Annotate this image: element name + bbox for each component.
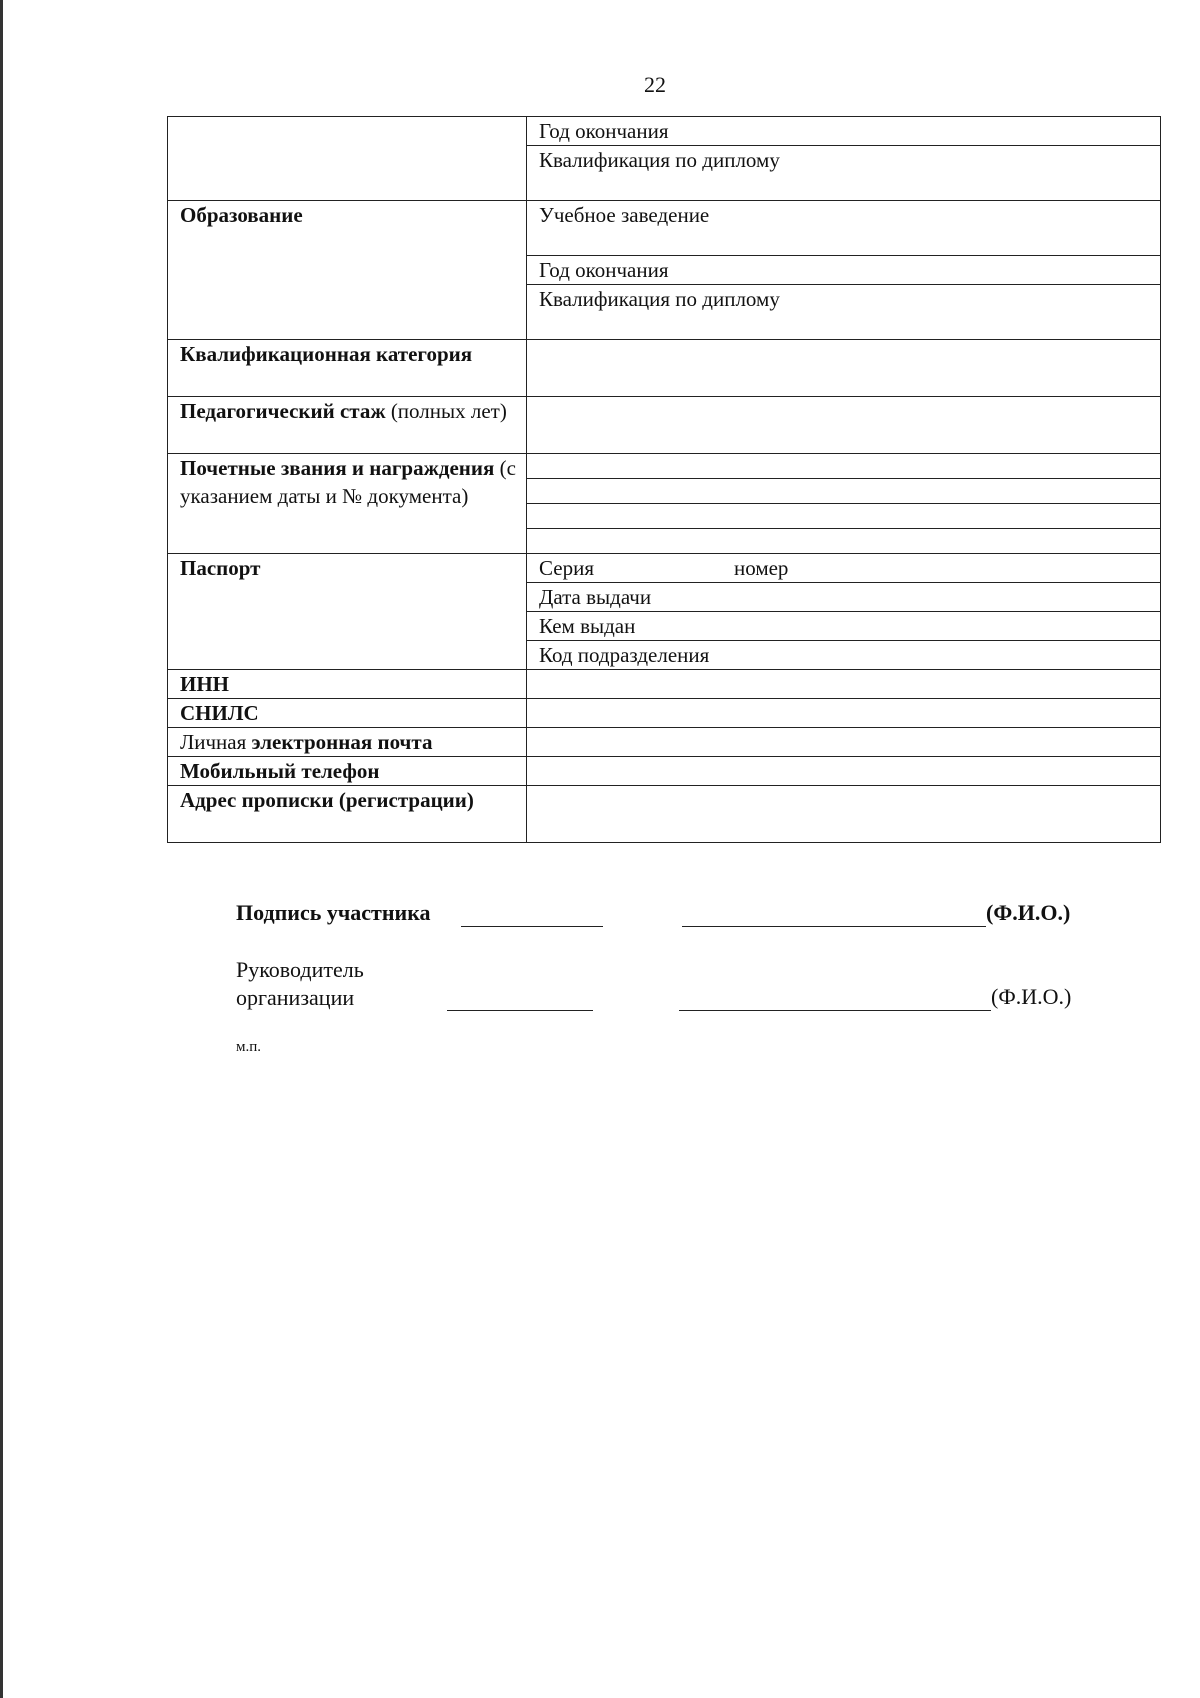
head-fio-label: (Ф.И.О.)	[991, 984, 1072, 1009]
table-row	[168, 670, 1161, 699]
table-row	[168, 454, 1161, 479]
honors-label-bold: Почетные звания и награждения	[180, 456, 495, 480]
table-row	[168, 397, 1161, 454]
field-snils[interactable]	[527, 699, 1161, 728]
passport-label: Паспорт	[168, 554, 527, 670]
head-label-line2: организации	[236, 985, 355, 1010]
page-number: 22	[644, 72, 666, 97]
field-email[interactable]	[527, 728, 1161, 757]
field-passport-series[interactable]	[527, 554, 1161, 583]
snils-label: СНИЛС	[168, 699, 527, 728]
field-inn[interactable]	[527, 670, 1161, 699]
empty-label-cell	[168, 117, 527, 201]
field-graduation-year[interactable]: Год окончания	[527, 117, 1161, 146]
field-honors-line[interactable]	[527, 454, 1161, 479]
head-signature-line[interactable]	[447, 984, 593, 1011]
field-passport-division-code[interactable]: Код подразделения	[527, 641, 1161, 670]
qual-category-label: Квалификационная категория	[168, 340, 527, 397]
table-row	[168, 786, 1161, 843]
field-qual-category[interactable]	[527, 340, 1161, 397]
participant-signature-line[interactable]	[461, 900, 603, 927]
field-passport-issue-date[interactable]: Дата выдачи	[527, 583, 1161, 612]
email-label-bold: электронная почта	[251, 730, 433, 754]
passport-number-label: номер	[733, 556, 789, 580]
table-row	[168, 757, 1161, 786]
inn-label: ИНН	[168, 670, 527, 699]
field-ped-experience[interactable]	[527, 397, 1161, 454]
table-row	[168, 699, 1161, 728]
table-row	[168, 340, 1161, 397]
table-row	[168, 728, 1161, 757]
passport-series-label: Серия	[539, 556, 594, 580]
education-label: Образование	[168, 201, 527, 340]
field-institution[interactable]: Учебное заведение	[527, 201, 1161, 256]
field-phone[interactable]	[527, 757, 1161, 786]
stamp-place-label: м.п.	[236, 1039, 262, 1055]
field-honors-line[interactable]	[527, 529, 1161, 554]
address-label: Адрес прописки (регистрации)	[168, 786, 527, 843]
ped-experience-label	[168, 397, 527, 454]
ped-experience-label-bold: Педагогический стаж	[180, 399, 386, 423]
table-row	[168, 117, 1161, 146]
ped-experience-label-plain: (полных лет)	[385, 399, 507, 423]
head-label-line1: Руководитель	[236, 957, 364, 982]
head-signature-label	[236, 956, 364, 1012]
participant-signature-label: Подпись участника	[236, 900, 431, 925]
participant-form-table	[167, 116, 1161, 843]
table-row	[168, 201, 1161, 256]
field-passport-issued-by[interactable]: Кем выдан	[527, 612, 1161, 641]
field-diploma-qualification-2[interactable]: Квалификация по диплому	[527, 285, 1161, 340]
field-address[interactable]	[527, 786, 1161, 843]
scan-edge	[0, 0, 3, 1698]
email-label	[168, 728, 527, 757]
table-row	[168, 554, 1161, 583]
field-diploma-qualification[interactable]: Квалификация по диплому	[527, 146, 1161, 201]
phone-label: Мобильный телефон	[168, 757, 527, 786]
honors-label	[168, 454, 527, 554]
field-honors-line[interactable]	[527, 479, 1161, 504]
participant-fio-label: (Ф.И.О.)	[986, 900, 1071, 925]
honors-label-plain: (с указанием даты и № документа)	[180, 456, 516, 508]
head-fio-line[interactable]	[679, 984, 991, 1011]
field-honors-line[interactable]	[527, 504, 1161, 529]
field-graduation-year-2[interactable]: Год окончания	[527, 256, 1161, 285]
participant-fio-line[interactable]	[682, 900, 986, 927]
email-label-plain: Личная	[180, 730, 252, 754]
